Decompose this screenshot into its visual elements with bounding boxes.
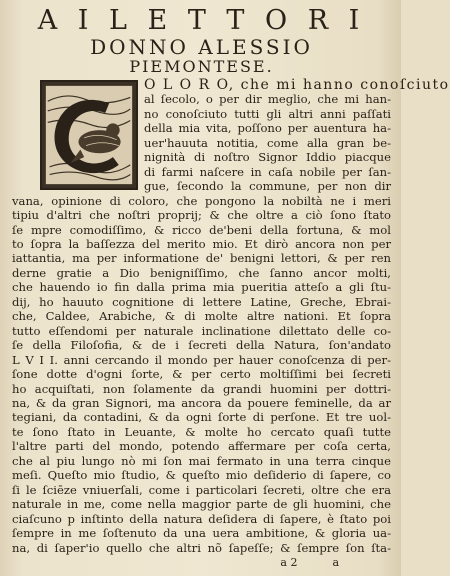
text-line: meſi. Queſto mio ſtudio, & queſto mio deſiderio di ſapere, co (12, 468, 391, 483)
text-line: al ſecolo, o per dir meglio, che mi han- (144, 92, 391, 107)
text-line: na, & da gran Signori, ma ancora da pouere feminelle, da ar (12, 395, 391, 410)
text-line: ſi le ſciēze vniuerſali, come i particolari ſecreti, oltre che era (12, 482, 391, 497)
text-line: iattantia, ma per informatione de' benigni lettori, & per ren (12, 251, 391, 266)
author-name: DONNO ALESSIO (90, 35, 313, 59)
page-heading: A I L E T T O R I (37, 5, 366, 36)
woodcut-initial-C-icon (40, 80, 138, 190)
text-line: della mia vita, poſſono per auentura ha- (144, 121, 391, 136)
text-line: che, Caldee, Arabiche, & di molte altre nationi. Et ſopra (12, 309, 391, 324)
text-line: no conoſciuto tutti gli altri anni paſſati (144, 106, 391, 121)
text-line: derne gratie a Dio benigniſſimo, che ſanno ancor molti, (12, 265, 391, 280)
catchword: a (332, 556, 339, 569)
text-line: naturale in me, come nella maggior parte de gli huomini, che (12, 497, 391, 512)
text-line: nignità di noſtro Signor Iddio piacque (144, 150, 391, 165)
page-footer (0, 556, 401, 569)
text-line: te ſono ſtato in Leuante, & molte ho cercato quaſi tutte (12, 424, 391, 439)
text-line: gue, ſecondo la commune, per non dir (144, 179, 391, 194)
text-line: ſone dotte d'ogni ſorte, & per certo moltiſſimi bei ſecreti (12, 367, 391, 382)
text-line: l'altre parti del mondo, potendo affermare per coſa certa, (12, 439, 391, 454)
text-line: uer'hauuta notitia, come alla gran be- (144, 135, 391, 150)
text-line: ſe mpre comodiſſimo, & ricco de'beni della fortuna, & mol (12, 222, 391, 237)
text-line: L V I I. anni cercando il mondo per hauer conoſcenza di per- (12, 352, 391, 367)
text-line: tutto eſſendomi per naturale inclinatione dilettato delle co- (12, 323, 391, 338)
text-line: O L O R O, che mi hanno conoſciuto (144, 77, 450, 93)
text-line: vana, opinione di coloro, che pongono la nobiltà ne i meri (12, 193, 391, 208)
text-line: che al piu lungo nò mi ſon mai fermato in una terra cinque (12, 453, 391, 468)
text-line: ciaſcuno p inſtinto della natura deſidera di ſapere, è ſtato poi (12, 511, 391, 526)
text-line: che hauendo io fin dalla prima mia pueritia atteſo a gli ſtu- (12, 280, 391, 295)
text-line: di farmi naſcere in caſa nobile per ſan- (144, 164, 391, 179)
text-line: tegiani, da contadini, & da ogni ſorte di perſone. Et tre uol- (12, 410, 391, 425)
text-line: ſe della Filoſofia, & de i ſecreti della Natura, ſon'andato (12, 338, 391, 353)
text-line: to ſopra la baſſezza del merito mio. Et dirò ancora non per (12, 236, 391, 251)
text-line: ſempre in me ſoſtenuto da una uera ambitione, & gloria ua- (12, 526, 391, 541)
text-line: dij, ho hauuto cognitione di lettere Latine, Greche, Ebrai- (12, 294, 391, 309)
text-line: tipiu d'altri che noſtri proprij; & che oltre a ciò ſono ſtato (12, 208, 391, 223)
text-line: na, di ſaper'io quello che altri nõ ſapeſſe; & ſempre ſon ſta- (12, 540, 391, 555)
text-line: ho acquiſtati, non ſolamente da grandi huomini per dottri- (12, 381, 391, 396)
author-origin: PIEMONTESE. (129, 57, 274, 76)
signature-mark: a 2 (280, 556, 298, 569)
